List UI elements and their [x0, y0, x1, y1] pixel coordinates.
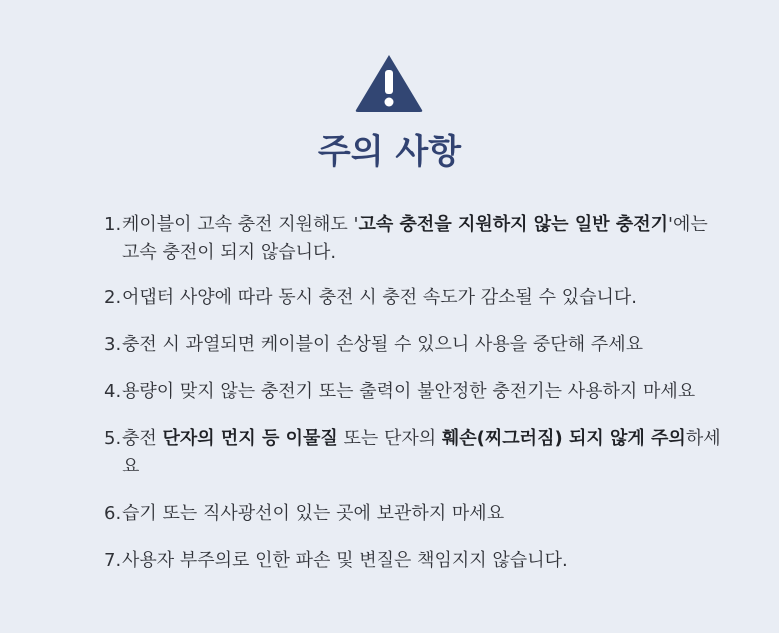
- item-text: 용량이 맞지 않는 충전기 또는 출력이 불안정한 충전기는 사용하지 마세요: [122, 381, 696, 402]
- caution-item-6: [104, 500, 744, 528]
- item-text: 사용자 부주의로 인한 파손 및 변질은 책임지지 않습니다.: [122, 550, 568, 571]
- item-text-continuation: 고속 충전이 되지 않습니다.: [122, 242, 337, 263]
- emphasized-text: 단자의 먼지 등 이물질: [162, 428, 338, 449]
- item-number: 3.: [104, 334, 122, 355]
- item-number: 1.: [104, 214, 122, 235]
- item-text: 충전 시 과열되면 케이블이 손상될 수 있으니 사용을 중단해 주세요: [122, 334, 643, 355]
- caution-item-2: [104, 284, 744, 312]
- caution-list: [104, 211, 744, 594]
- caution-item-5: [104, 425, 744, 481]
- item-text-part: 또는 단자의: [337, 428, 442, 449]
- item-text: [122, 425, 732, 481]
- caution-item-3: [104, 331, 744, 359]
- emphasized-text: 고속 충전을 지원하지 않는 일반 충전기: [358, 214, 669, 235]
- caution-item-7: [104, 547, 744, 575]
- item-number: 7.: [104, 550, 122, 571]
- item-number: 2.: [104, 287, 122, 308]
- warning-exclamation-stem: [385, 70, 393, 94]
- item-text: [122, 211, 708, 267]
- item-text-part: 충전: [122, 428, 163, 449]
- item-number: 4.: [104, 381, 122, 402]
- warning-exclamation-dot: [385, 98, 394, 107]
- item-text: 어댑터 사양에 따라 동시 충전 시 충전 속도가 감소될 수 있습니다.: [122, 287, 638, 308]
- item-number: 6.: [104, 503, 122, 524]
- item-text: 습기 또는 직사광선이 있는 곳에 보관하지 마세요: [122, 503, 505, 524]
- item-text-part: 케이블이 고속 충전 지원해도 ': [122, 214, 359, 235]
- warning-icon: [353, 52, 425, 114]
- item-text-part: 하세요: [122, 428, 721, 477]
- caution-item-4: [104, 378, 744, 406]
- emphasized-text: 훼손(찌그러짐) 되지 않게 주의: [441, 428, 686, 449]
- item-number: 5.: [104, 428, 122, 449]
- page-title: 주의 사항: [317, 132, 462, 172]
- caution-item-1: [104, 211, 744, 267]
- item-text-part: '에는: [668, 214, 708, 235]
- warning-triangle-icon: [353, 52, 425, 114]
